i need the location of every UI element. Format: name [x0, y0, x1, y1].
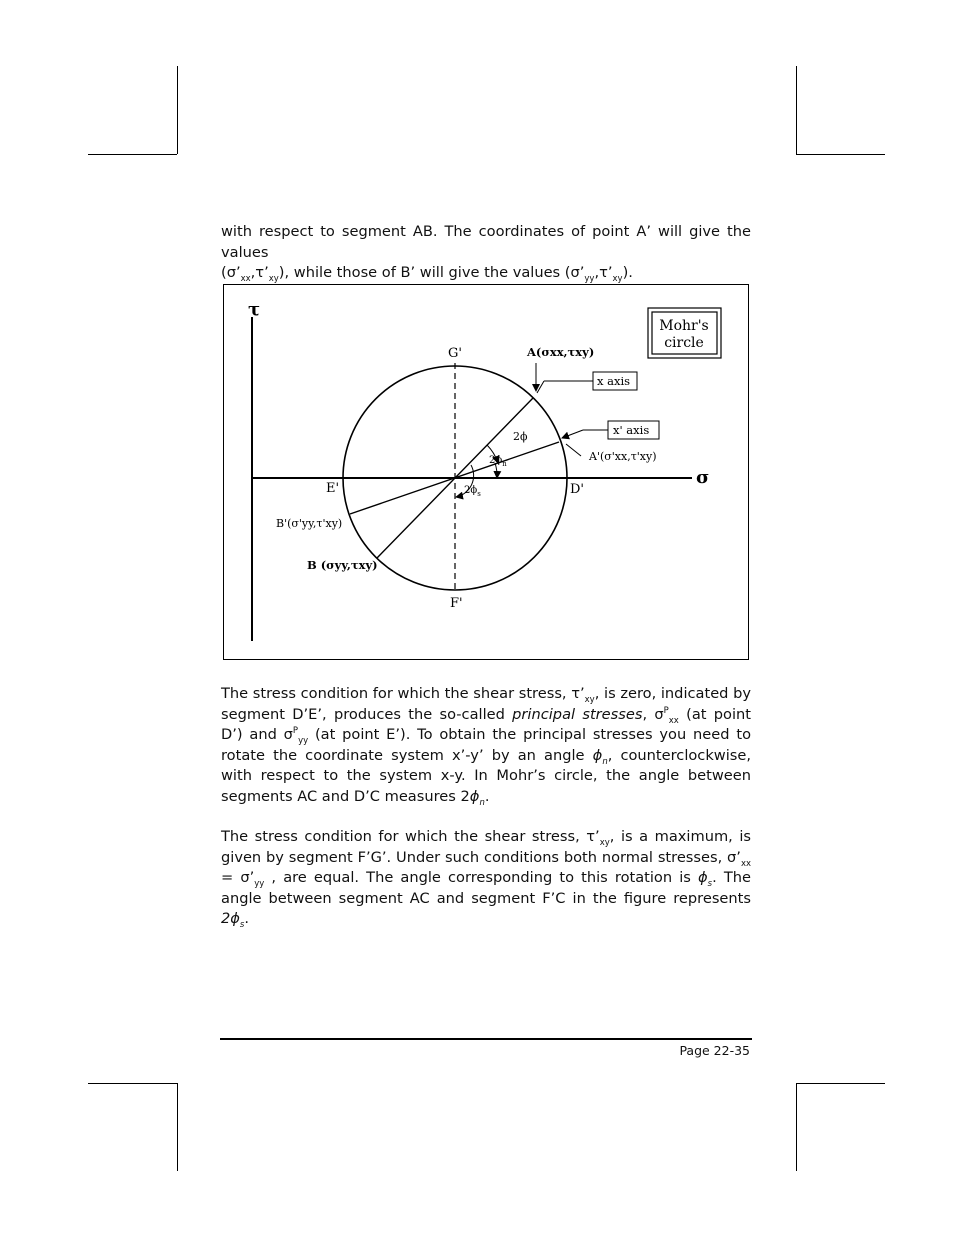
crop-mark: [177, 1083, 178, 1171]
x-prime-axis-pointer: [562, 430, 583, 438]
subscript: xy: [599, 837, 610, 848]
text-run: = σ’: [221, 869, 255, 887]
label-e-prime: E': [326, 481, 340, 496]
page-number: Page 22-35: [679, 1043, 750, 1058]
angle-label-2phi: 2ϕ: [513, 430, 528, 443]
text-run: ,τ’: [250, 264, 269, 282]
legend-line-1: Mohr's: [659, 318, 709, 334]
phi-symbol: ϕ: [698, 869, 708, 887]
subscript: n: [602, 756, 608, 767]
paragraph-max-shear: [221, 827, 751, 930]
text-run: , is a maximum, is given by segment F’G’. Under such conditions both normal stresses, σ’: [221, 828, 751, 866]
mohr-circle-diagram: [224, 285, 748, 659]
crop-mark: [88, 154, 177, 155]
superscript: P: [292, 726, 299, 737]
angle-label-2phi-s: $2\phi_s$: [464, 485, 481, 498]
phi-symbol: ϕ: [592, 746, 603, 764]
text-run: The stress condition for which the shear stress, τ’: [221, 685, 585, 702]
subscript: yy: [254, 879, 265, 890]
text-run: ).: [622, 264, 633, 282]
subscript: s: [707, 879, 713, 890]
text-run: ), while those of B’ will give the values (σ’: [278, 264, 585, 282]
crop-mark: [796, 1083, 885, 1084]
label-b: B (σyy,τxy): [307, 558, 378, 572]
paragraph-principal-stresses: [221, 684, 751, 808]
text-run: , counterclockwise, with respect to the system x-y. In Mohr’s circle, the angle between segments AC and D’C measures 2: [221, 746, 751, 805]
paragraph-intro: [221, 222, 751, 284]
text-run: . The angle between segment AC and segment F’C in the figure represents: [221, 869, 751, 907]
text-run: The stress condition for which the shear stress, τ’: [221, 828, 600, 845]
subscript: xy: [584, 694, 595, 705]
mohr-circle-figure: [223, 284, 749, 660]
phi-symbol: ϕ: [469, 787, 480, 805]
subscript: n: [479, 797, 485, 808]
angle-label-2phi-n: $2\phi_n$: [489, 455, 507, 468]
text-run: , are equal. The angle corresponding to this rotation is: [264, 869, 699, 887]
label-a: A(σxx,τxy): [527, 345, 595, 359]
label-b-prime: B'(σ'yy,τ'xy): [276, 517, 343, 530]
subscript: s: [239, 920, 245, 931]
a-prime-leader-line: [566, 444, 581, 456]
label-f-prime: F': [450, 596, 463, 611]
x-axis-box-label: x axis: [597, 374, 631, 388]
tau-axis-label: τ: [248, 299, 261, 320]
subscript: xx: [240, 274, 251, 285]
label-a-prime: A'(σ'xx,τ'xy): [589, 450, 657, 463]
subscript: xy: [612, 274, 623, 285]
phi-symbol: 2ϕ: [221, 910, 240, 928]
x-axis-pointer: [537, 381, 544, 393]
text-run: .: [244, 910, 249, 928]
subscript: xy: [268, 274, 279, 285]
intro-line-1: with respect to segment AB. The coordinates of point A’ will give the values: [221, 223, 751, 261]
text-run: , σ: [642, 705, 664, 723]
italic-term: principal stresses: [512, 705, 643, 723]
subscript: yy: [584, 274, 595, 285]
text-run: .: [484, 787, 490, 805]
crop-mark: [796, 154, 885, 155]
text-run: ,τ’: [594, 264, 613, 282]
superscript: P: [663, 705, 669, 716]
subscript: xx: [668, 715, 679, 726]
label-d-prime: D': [570, 482, 584, 497]
sigma-axis-label: σ: [696, 467, 710, 488]
text-run: , is zero, indicated by segment D’E’, produces the so-called: [221, 685, 751, 723]
x-prime-axis-box-label: x' axis: [613, 423, 650, 437]
subscript: yy: [298, 736, 309, 747]
crop-mark: [177, 66, 178, 154]
footer-rule: [220, 1038, 752, 1040]
text-run: (at point E’). To obtain the principal stresses you need to rotate the coordinate system x’-y’ by an angle: [221, 726, 751, 764]
label-g-prime: G': [448, 346, 462, 361]
crop-mark: [796, 1083, 797, 1171]
subscript: xx: [740, 858, 751, 869]
crop-mark: [796, 66, 797, 154]
text-run: (at point D’) and σ: [221, 705, 751, 744]
text-run: (σ’: [221, 264, 241, 282]
crop-mark: [88, 1083, 177, 1084]
legend-line-2: circle: [664, 335, 704, 351]
